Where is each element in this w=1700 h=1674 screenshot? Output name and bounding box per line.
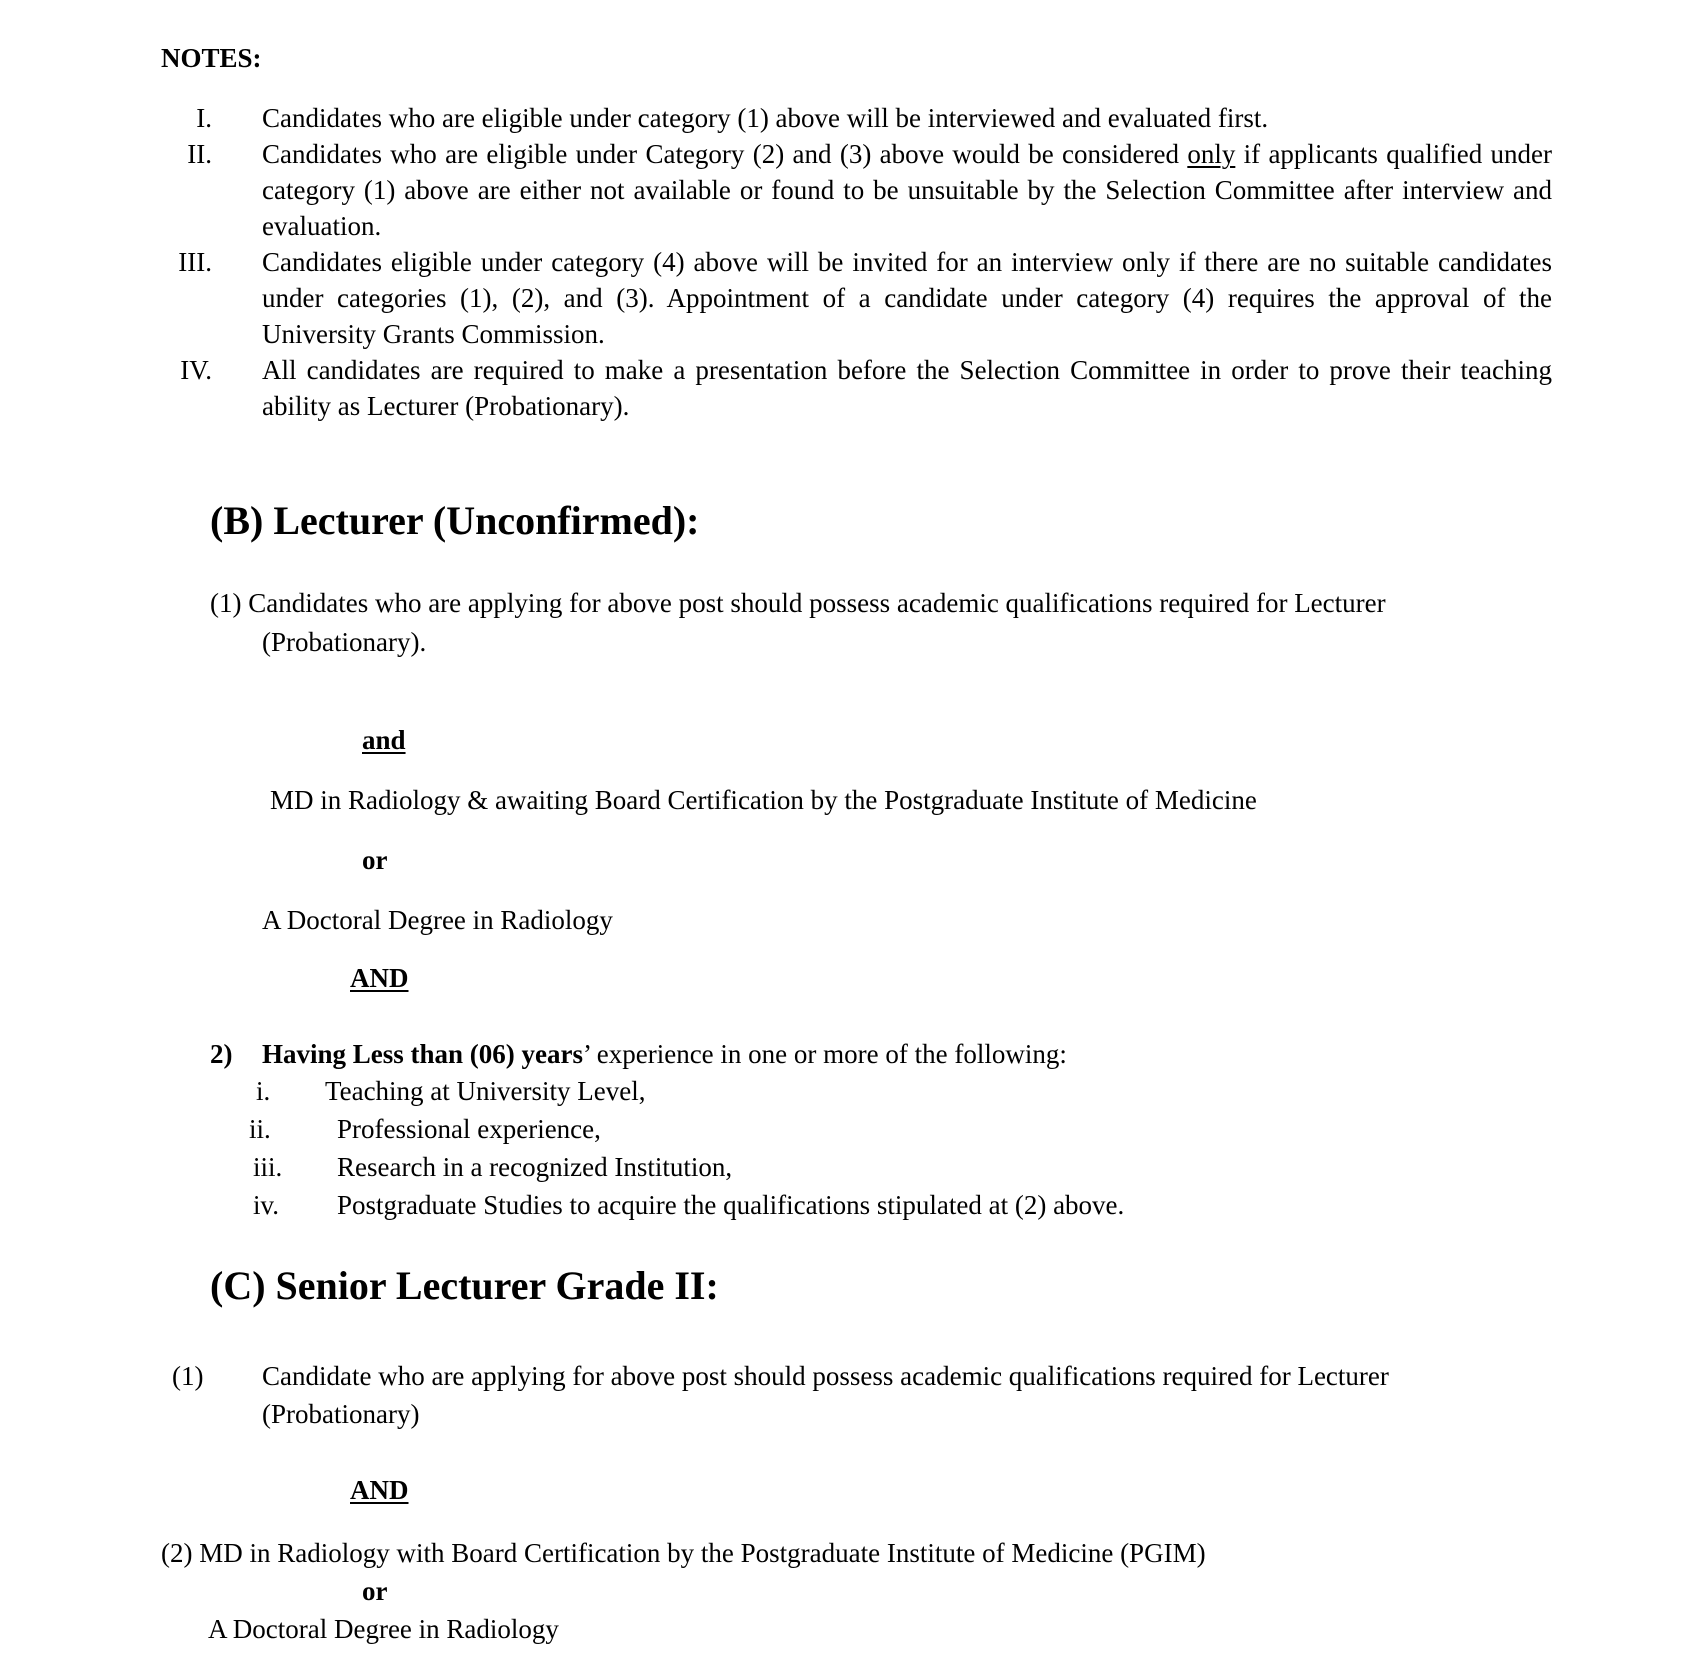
b-item2-rest: ’ experience in one or more of the following: [583,1039,1067,1069]
section-c-heading: (C) Senior Lecturer Grade II: [210,1263,719,1308]
note-number: III. [178,247,212,277]
note-text: All candidates are required to make a presentation before the Selection Committee in order to prove their teaching ability as Lecturer (Probationary). [262,355,1552,421]
doctoral-qualification: A Doctoral Degree in Radiology [262,905,613,935]
sub-item-text: Postgraduate Studies to acquire the qualifications stipulated at (2) above. [337,1190,1125,1220]
note-number: IV. [180,355,212,385]
c-item2-text: (2) MD in Radiology with Board Certification by the Postgraduate Institute of Medicine (PGIM) [161,1538,1206,1568]
or-connector: or [362,845,388,875]
b-item1-line2: (Probationary). [262,627,427,657]
note-number: I. [196,103,212,133]
and-connector: AND [350,963,409,993]
notes-heading: NOTES: [161,43,262,73]
or-connector: or [362,1576,388,1606]
sub-item-number: iv. [253,1190,279,1220]
sub-item-text: Professional experience, [337,1114,601,1144]
note-emphasis: only [1187,139,1236,169]
sub-item-number: iii. [253,1152,283,1182]
c-item1-number: (1) [172,1361,204,1391]
note-text: Candidates eligible under category (4) above will be invited for an interview only if there are no suitable candidates under categories (1), (2), and (3). Appointment of a candidate under category (4) requires the approval of the University Grants Commission. [262,247,1552,349]
note-number: II. [187,139,212,169]
section-b-heading: (B) Lecturer (Unconfirmed): [210,498,700,543]
b-item2-text [262,1036,1067,1072]
note-text: Candidates who are eligible under category (1) above will be interviewed and evaluated first. [262,103,1269,133]
note-text-part: if applicants qualified under category (1) above are either not available or found to be unsuitable by the Selection Committee after interview and evaluation. [262,139,1552,241]
c-item1-line1: Candidate who are applying for above post should possess academic qualifications required for Lecturer [262,1361,1389,1391]
c-doctoral-qualification: A Doctoral Degree in Radiology [208,1614,559,1644]
sub-item-text: Research in a recognized Institution, [337,1152,733,1182]
sub-item-number: i. [256,1076,271,1106]
note-text-part: Candidates who are eligible under Category (2) and (3) above would be considered [262,139,1188,169]
sub-item-text: Teaching at University Level, [325,1076,646,1106]
note-text [262,136,1552,244]
c-item1-line2: (Probationary) [262,1399,420,1429]
b-item2-emphasis: Having Less than (06) years [262,1039,584,1069]
and-connector: and [362,725,406,755]
md-qualification: MD in Radiology & awaiting Board Certification by the Postgraduate Institute of Medicine [270,785,1257,815]
sub-item-number: ii. [249,1114,271,1144]
b-item1-line1: (1) Candidates who are applying for above post should possess academic qualifications required for Lecturer [210,588,1386,618]
and-connector: AND [350,1475,409,1505]
b-item2-number: 2) [210,1039,233,1069]
